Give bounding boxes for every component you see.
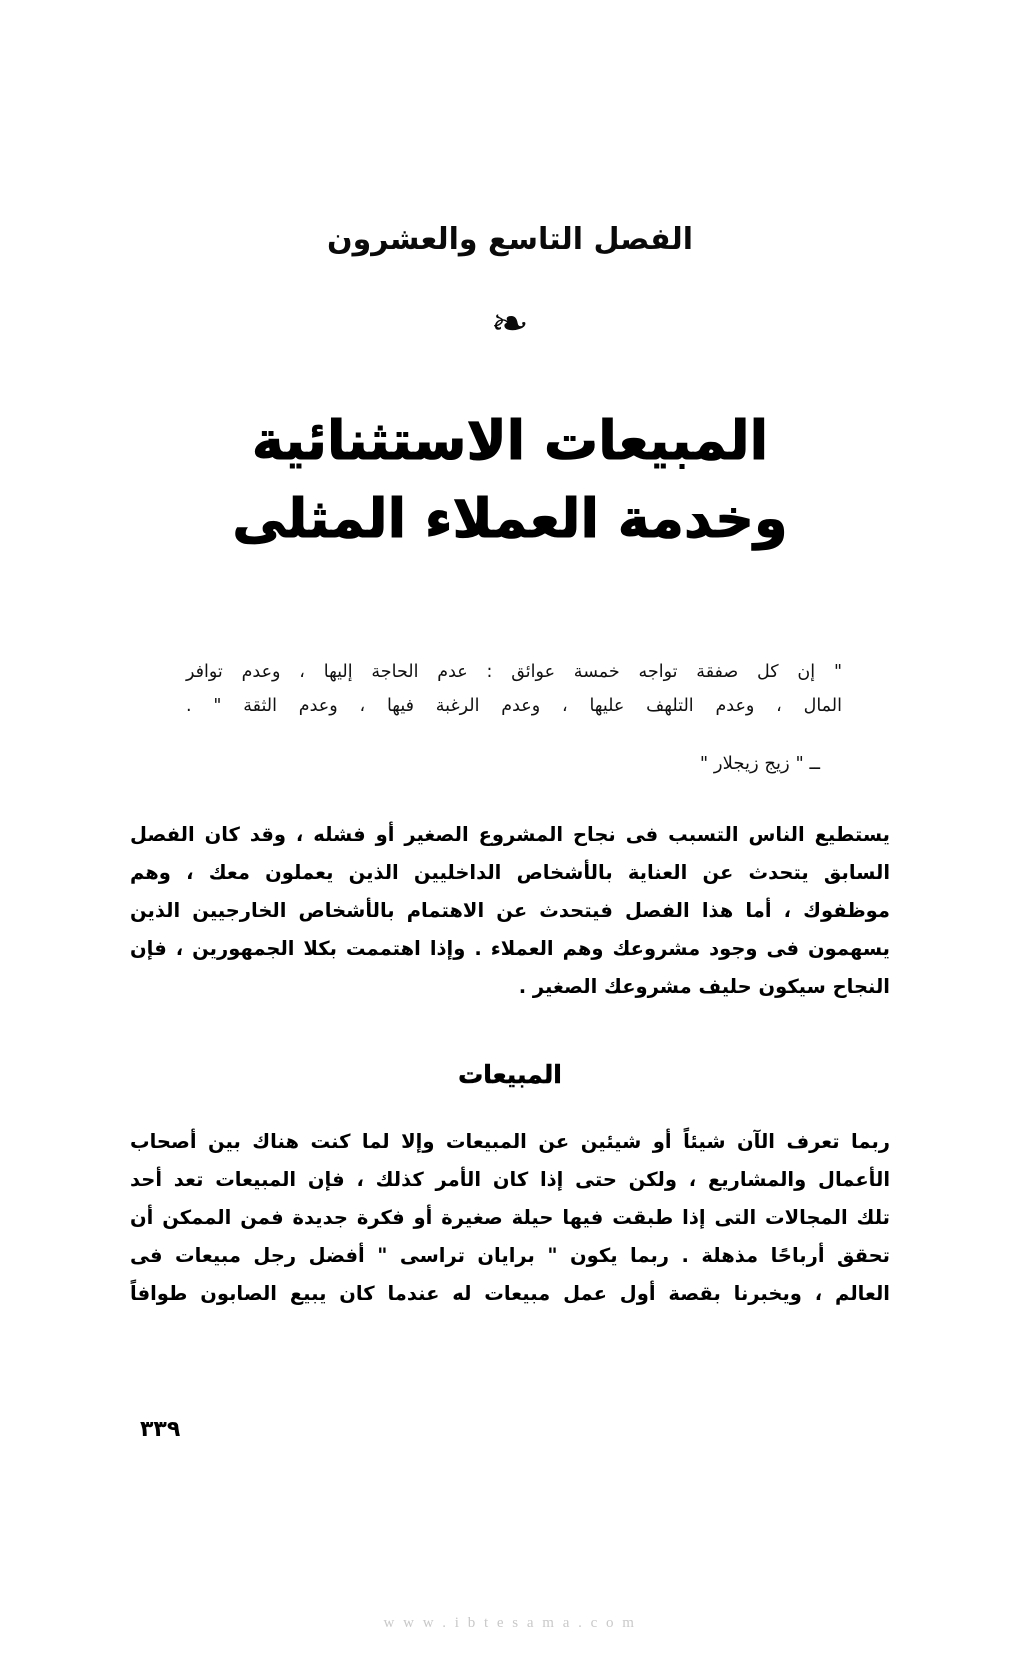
page-title xyxy=(130,402,890,559)
page-number: ٣٣٩ xyxy=(140,1417,181,1442)
chapter-label: الفصل التاسع والعشرون xyxy=(327,222,693,257)
epigraph-quote xyxy=(130,655,890,774)
paragraph-line: يستطيع الناس التسبب فى نجاح المشروع الصغير أو فشله ، وقد كان الفصل xyxy=(130,822,890,846)
paragraph-line: الأعمال والمشاريع ، ولكن حتى إذا كان الأمر كذلك ، فإن المبيعات تعد أحد xyxy=(130,1167,890,1191)
paragraph-line: النجاح سيكون حليف مشروعك الصغير . xyxy=(518,974,890,998)
ornament-divider xyxy=(130,301,890,350)
title-line-1: المبيعات الاستثنائية xyxy=(251,409,769,472)
quote-line-1: " إن كل صفقة تواجه خمسة عوائق : عدم الحاجة إليها ، وعدم توافر xyxy=(186,661,842,682)
ornament-icon: ❧ xyxy=(490,301,530,347)
paragraph-sales xyxy=(130,1123,890,1313)
quote-line-2: المال ، وعدم التلهف عليها ، وعدم الرغبة فيها ، وعدم الثقة " . xyxy=(186,695,842,716)
paragraph-intro xyxy=(130,816,890,1006)
paragraph-line: تحقق أرباحًا مذهلة . ربما يكون " برايان تراسى " أفضل رجل مبيعات فى xyxy=(130,1243,890,1267)
watermark: w w w . i b t e s a m a . c o m xyxy=(383,1615,637,1631)
paragraph-line: السابق يتحدث عن العناية بالأشخاص الداخليين الذين يعملون معك ، وهم xyxy=(130,860,890,884)
paragraph-line: يسهمون فى وجود مشروعك وهم العملاء . وإذا اهتممت بكلا الجمهورين ، فإن xyxy=(130,936,890,960)
quote-attribution: ــ " زيج زيجلار " xyxy=(699,752,820,774)
section-heading-sales: المبيعات xyxy=(458,1059,562,1089)
title-line-2: وخدمة العملاء المثلى xyxy=(232,487,788,551)
paragraph-line: موظفوك ، أما هذا الفصل فيتحدث عن الاهتمام بالأشخاص الخارجيين الذين xyxy=(130,898,890,922)
paragraph-line: العالم ، ويخبرنا بقصة أول عمل مبيعات له عندما كان يبيع الصابون طوافاً xyxy=(130,1281,890,1305)
paragraph-line: تلك المجالات التى إذا طبقت فيها حيلة صغيرة أو فكرة جديدة فمن الممكن أن xyxy=(130,1205,890,1229)
paragraph-line: ربما تعرف الآن شيئاً أو شيئين عن المبيعات وإلا لما كنت هناك بين أصحاب xyxy=(130,1129,890,1153)
